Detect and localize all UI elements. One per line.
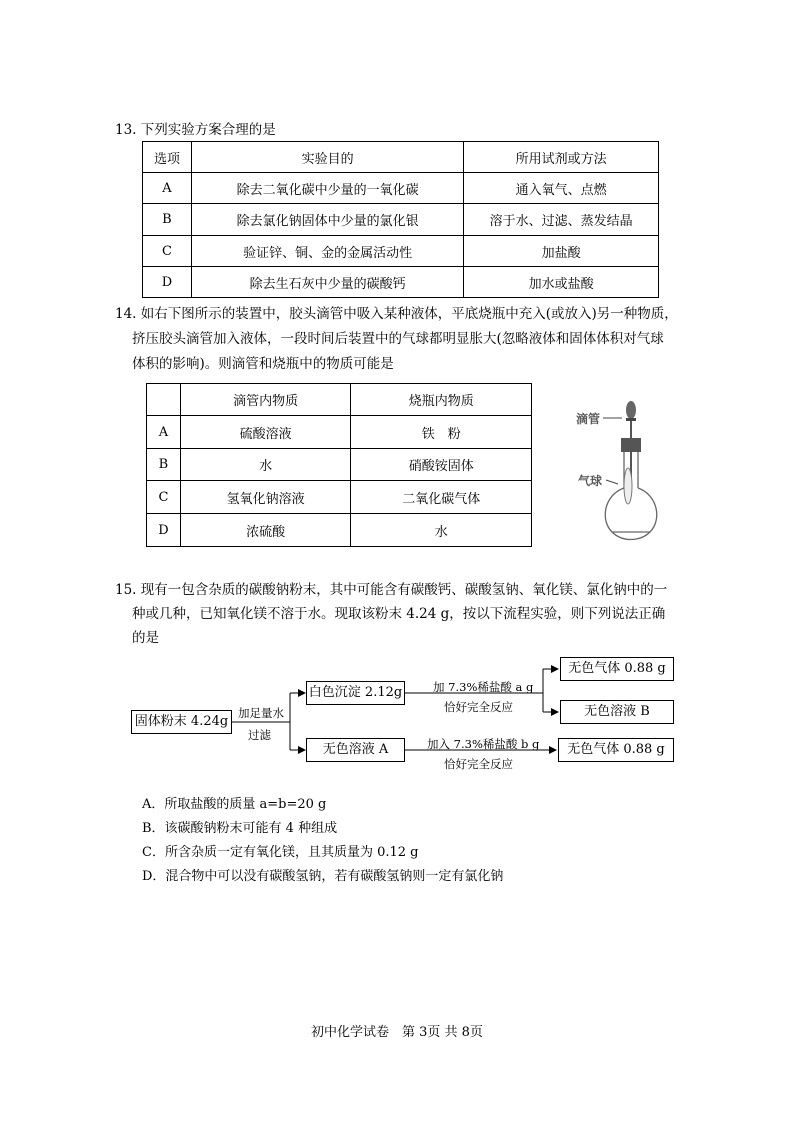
dropper-label: 滴管 bbox=[576, 412, 601, 426]
option-d: D．混合物中可以没有碳酸氢钠，若有碳酸氢钠则一定有氯化钠 bbox=[142, 869, 504, 884]
table-cell: B bbox=[143, 204, 192, 236]
option-c: C．所含杂质一定有氧化镁，且其质量为 0.12 g bbox=[142, 845, 419, 860]
balloon-label: 气球 bbox=[578, 474, 603, 488]
header-cell: 实验目的 bbox=[191, 142, 463, 173]
table-cell: 浓硫酸 bbox=[180, 514, 351, 547]
table-cell: 氢氧化钠溶液 bbox=[180, 481, 351, 514]
header-cell: 滴管内物质 bbox=[180, 384, 351, 416]
option-a: A．所取盐酸的质量 a=b=20 g bbox=[142, 797, 327, 812]
table-cell: 硫酸溶液 bbox=[180, 416, 351, 449]
header-cell: 选项 bbox=[143, 142, 192, 173]
table-cell: 除去氯化钠固体中少量的氯化银 bbox=[191, 204, 463, 236]
step3-bottom-label: 恰好完全反应 bbox=[444, 757, 513, 771]
table-cell: C bbox=[143, 236, 192, 267]
q13-title: 13. 下列实验方案合理的是 bbox=[115, 122, 276, 138]
step2-top-label: 加 7.3%稀盐酸 a g bbox=[433, 680, 534, 694]
table-cell: D bbox=[143, 267, 192, 298]
colorless-solution-a-box: 无色溶液 A bbox=[306, 738, 405, 762]
table-cell: C bbox=[147, 481, 181, 514]
step1-top-label: 加足量水 bbox=[238, 706, 284, 720]
table-cell: 硝酸铵固体 bbox=[351, 449, 532, 481]
q14-text-line-2: 挤压胶头滴管加入液体，一段时间后装置中的气球都明显胀大(忽略液体和固体体积对气球 bbox=[132, 331, 664, 347]
page-footer: 初中化学试卷 第 3页 共 8页 bbox=[311, 1025, 483, 1040]
table-cell: B bbox=[147, 449, 181, 481]
q15-text-line-3: 的是 bbox=[132, 630, 159, 646]
table-cell: 水 bbox=[351, 514, 532, 547]
q15-text-line-1: 15. 现有一包含杂质的碳酸钠粉末，其中可能含有碳酸钙、碳酸氢钠、氧化镁、氯化钠中的一 bbox=[115, 582, 668, 598]
gas1-box: 无色气体 0.88 g bbox=[560, 657, 674, 681]
table-cell: 通入氧气、点燃 bbox=[464, 173, 659, 204]
step1-bottom-label: 过滤 bbox=[248, 728, 271, 742]
table-cell: 二氧化碳气体 bbox=[351, 481, 532, 514]
table-cell: A bbox=[143, 173, 192, 204]
table-cell: A bbox=[147, 416, 181, 449]
table-cell: 水 bbox=[180, 449, 351, 481]
table-cell: D bbox=[147, 514, 181, 547]
solution-b-box: 无色溶液 B bbox=[560, 700, 674, 724]
white-precipitate-box: 白色沉淀 2.12g bbox=[306, 681, 405, 705]
table-cell: 加盐酸 bbox=[464, 236, 659, 267]
table-cell: 除去生石灰中少量的碳酸钙 bbox=[191, 267, 463, 298]
table-cell: 除去二氧化碳中少量的一氧化碳 bbox=[191, 173, 463, 204]
solid-powder-box: 固体粉末 4.24g bbox=[131, 710, 232, 734]
table-cell: 铁 粉 bbox=[351, 416, 532, 449]
step2-bottom-label: 恰好完全反应 bbox=[444, 700, 513, 714]
header-cell: 烧瓶内物质 bbox=[351, 384, 532, 416]
step3-top-label: 加入 7.3%稀盐酸 b g bbox=[427, 737, 540, 751]
q14-text-line-3: 体积的影响)。则滴管和烧瓶中的物质可能是 bbox=[132, 356, 394, 372]
table-cell: 溶于水、过滤、蒸发结晶 bbox=[464, 204, 659, 236]
table-cell: 验证锌、铜、金的金属活动性 bbox=[191, 236, 463, 267]
q14-text-line-1: 14. 如右下图所示的装置中，胶头滴管中吸入某种液体，平底烧瓶中充入(或放入)另一种物质， bbox=[115, 306, 678, 322]
option-b: B．该碳酸钠粉末可能有 4 种组成 bbox=[142, 821, 338, 836]
table-cell: 加水或盐酸 bbox=[464, 267, 659, 298]
header-cell: 所用试剂或方法 bbox=[464, 142, 659, 173]
q15-text-line-2: 种或几种，已知氧化镁不溶于水。现取该粉末 4.24 g，按以下流程实验，则下列说法正确 bbox=[132, 606, 666, 622]
gas2-box: 无色气体 0.88 g bbox=[558, 738, 674, 762]
